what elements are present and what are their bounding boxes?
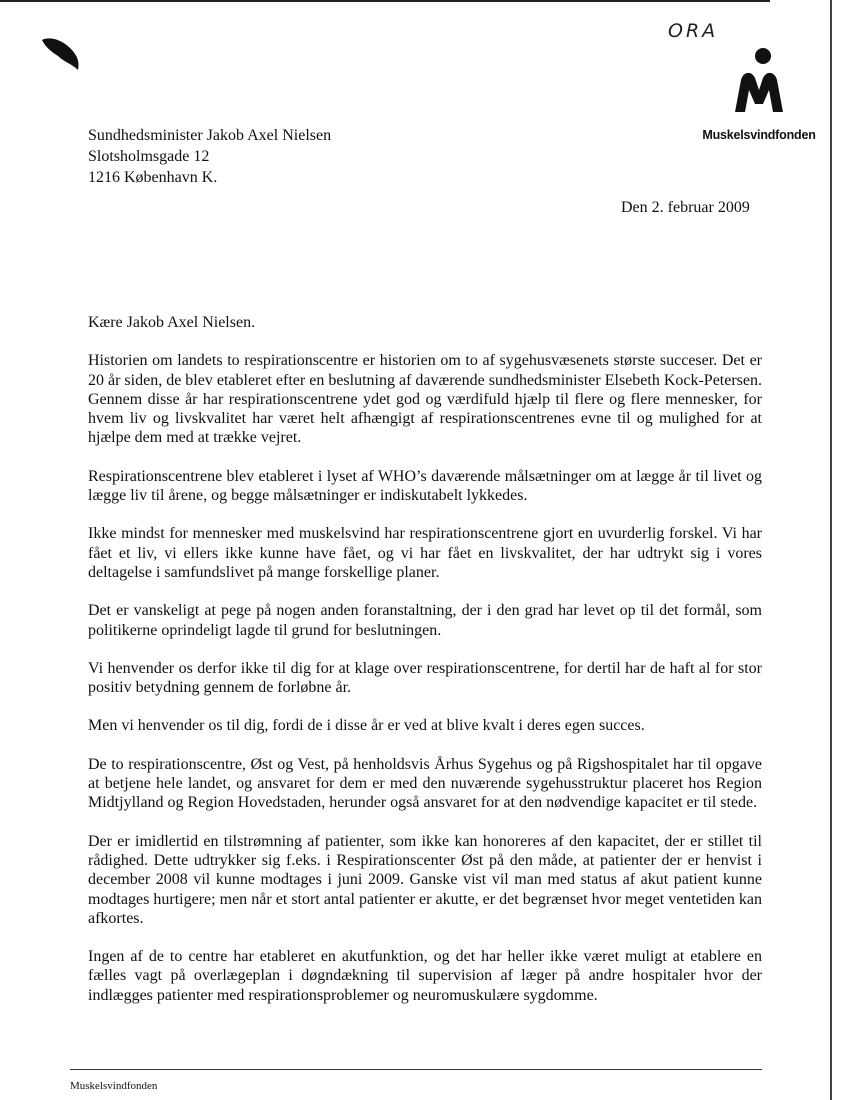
paragraph: Respirationscentrene blev etableret i lyset af WHO’s daværende målsætninger om at lægge år til livet og lægge liv til årene, og begge målsætninger er indiskutabelt lykkedes. <box>88 467 762 505</box>
paragraph: Der er imidlertid en tilstrømning af patienter, som ikke kan honoreres af den kapacitet, der er stillet til rådighed. Dette udtrykker sig f.eks. i Respirationscenter Øst på den måde, at patienter der er henvist i december 2008 vil kunne modtages i juni 2009. Ganske vist vil man med status af akut patient kunne modtages hurtigere; men når et stort antal patienter er akutte, er det begrænset hvor meget ventetiden kan afkortes. <box>88 832 762 927</box>
recipient-line: Sundhedsminister Jakob Axel Nielsen <box>88 127 332 144</box>
organization-logo <box>700 44 818 144</box>
salutation: Kære Jakob Axel Nielsen. <box>88 314 256 331</box>
recipient-address <box>88 125 331 188</box>
paragraph: Det er vanskeligt at pege på nogen anden foranstaltning, der i den grad har levet op til det formål, som politikerne oprindeligt lagde til grund for beslutningen. <box>88 602 762 639</box>
organization-name: Muskelsvindfonden <box>702 128 816 142</box>
paragraph: Ikke mindst for mennesker med muskelsvind har respirationscentrene gjort en uvurderlig forskel. Vi har fået et liv, vi ellers ikke kunne have fået, og vi har fået en livskvalitet, der har udtrykt sig i vores deltagelse i samfundslivet på mange forskellige planer. <box>88 525 762 581</box>
recipient-line: 1216 København K. <box>88 169 218 186</box>
punch-mark-icon <box>40 34 82 72</box>
footer-cropped-line <box>70 1095 250 1100</box>
footer-name: Muskelsvindfonden <box>70 1080 158 1092</box>
footer-divider <box>70 1069 762 1070</box>
paragraph: Vi henvender os derfor ikke til dig for at klage over respirationscentrene, for dertil har de haft al for stor positiv betydning gennem de forløbne år. <box>88 659 762 697</box>
muskelsvindfonden-logo-icon <box>731 44 787 116</box>
scan-top-edge <box>0 0 770 2</box>
paragraph: De to respirationscentre, Øst og Vest, på henholdsvis Århus Sygehus og på Rigshospitalet har til opgave at betjene hele landet, og ansvaret for dem er med den nuværende sygehusstruktur placeret hos Region Midtjylland og Region Hovedstaden, herunder også ansvaret for at den nødvendige kapacitet er til stede. <box>88 755 762 812</box>
letter-date: Den 2. februar 2009 <box>621 199 750 216</box>
recipient-line: Slotsholmsgade 12 <box>88 148 210 165</box>
letter-body <box>88 313 762 1024</box>
paragraph: Historien om landets to respirationscentre er historien om to af sygehusvæsenets største succeser. Det er 20 år siden, de blev etableret efter en beslutning af daværende sundhedsminister Elsebeth Kock-Petersen. Gennem disse år har respirationscentrene ydet god og værdifuld hjælp til flere og flere mennesker, for hvem liv og livskvalitet har været helt afhængigt af respirationscentrenes evne til og mulighed for at hjælpe dem med at trække vejret. <box>88 352 762 447</box>
scan-right-edge <box>830 0 832 1100</box>
handwritten-note: ORA <box>668 20 719 42</box>
paragraph: Men vi henvender os til dig, fordi de i disse år er ved at blive kvalt i deres egen succes. <box>88 717 645 735</box>
paragraph: Ingen af de to centre har etableret en akutfunktion, og det har heller ikke været muligt at etablere en fælles vagt på overlægeplan i døgndækning til supervision af læger på andre hospitaler hvor der indlægges patienter med respirationsproblemer og neuromuskulære sygdomme. <box>88 948 762 1004</box>
